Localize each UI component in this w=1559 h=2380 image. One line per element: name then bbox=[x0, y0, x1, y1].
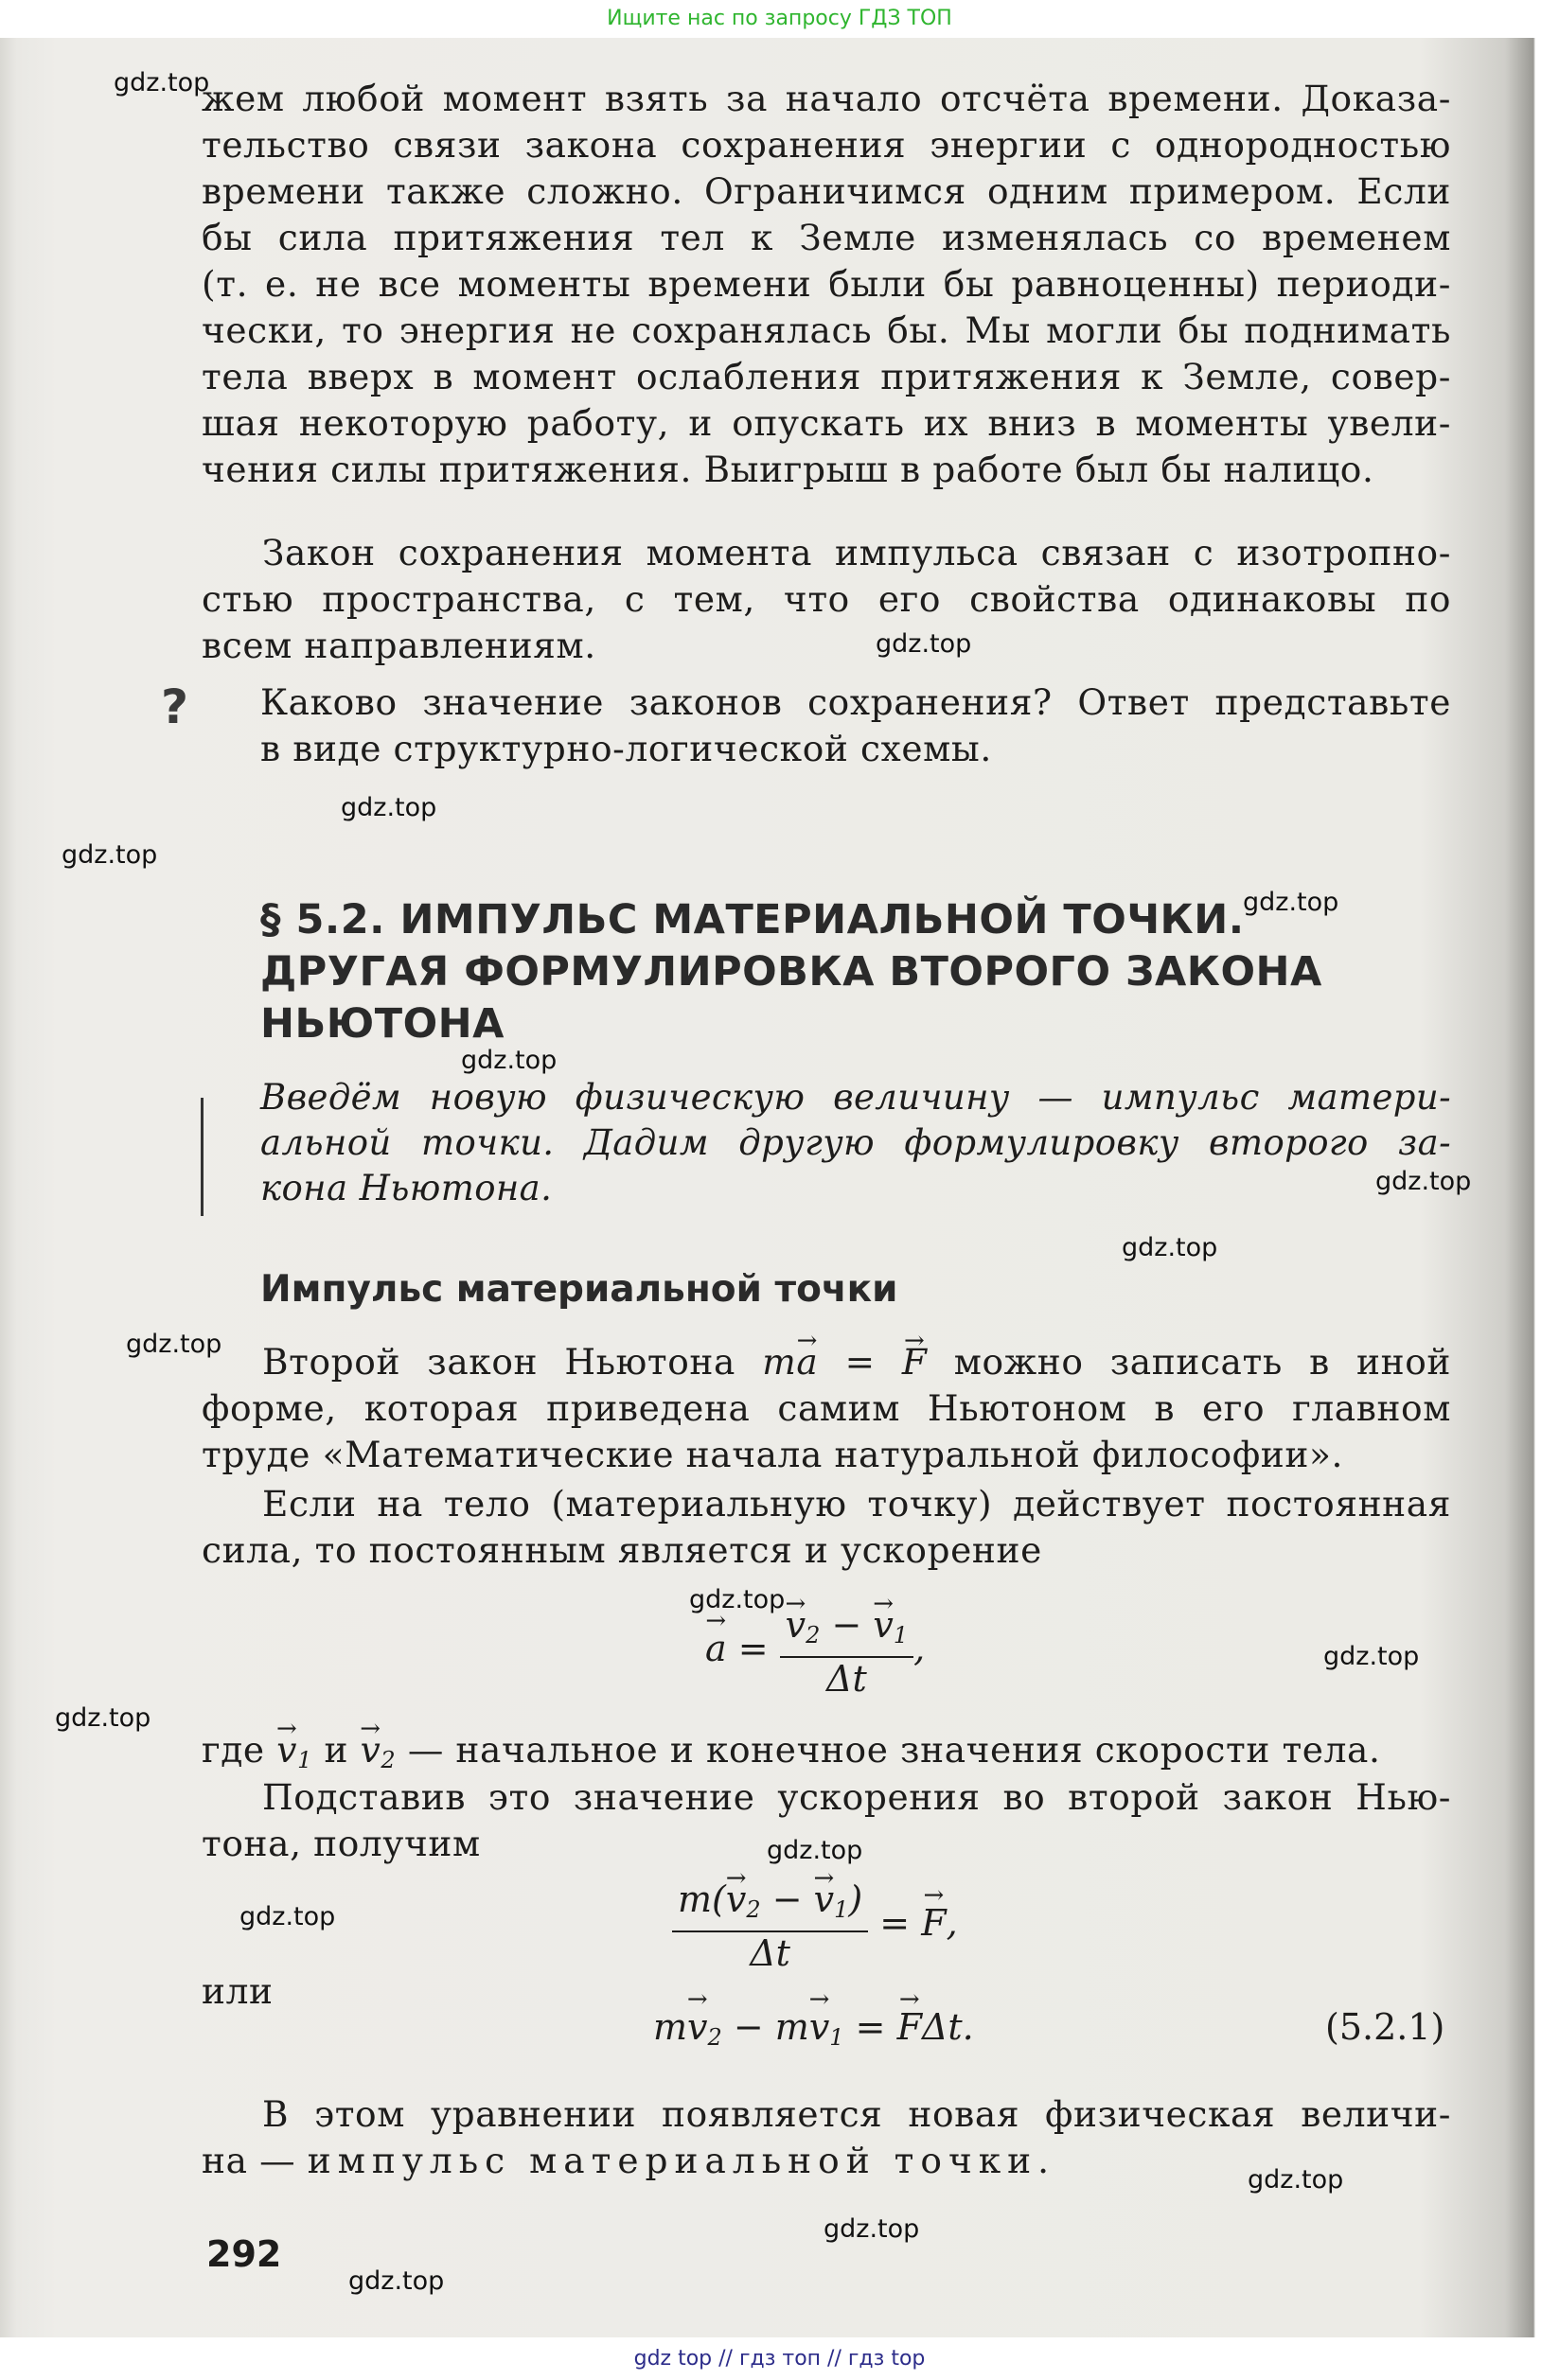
paragraph-second-law bbox=[202, 1339, 1451, 1478]
watermark: gdz.top bbox=[689, 1585, 786, 1614]
formula-force: $\frac{m(\to v_2 - \to v_1)}{\Delta t}$ = → F, bbox=[672, 1878, 958, 1974]
text-line: В этом уравнении появляется новая физическая величи- bbox=[262, 2093, 1451, 2135]
margin-bar bbox=[201, 1098, 204, 1216]
text-line: альной точки. Дадим другую формулировку второго за- bbox=[260, 1122, 1451, 1163]
text-line: (т. е. не все моменты времени были бы равноценны) периоди- bbox=[202, 263, 1451, 305]
text-line: где → $v_1$ $и \to v_2$ — начальное и конечное значения скорости тела. bbox=[202, 1727, 1451, 1784]
text-line: тона, получим bbox=[202, 1823, 481, 1864]
watermark: gdz.top bbox=[341, 793, 437, 822]
text-line: времени также сложно. Ограничимся одним примером. Если bbox=[202, 170, 1451, 212]
formula-ma-equals-f: m→ a = → F bbox=[762, 1341, 927, 1383]
text-fragment: Второй закон Ньютона bbox=[262, 1341, 735, 1383]
text-line: жем любой момент взять за начало отсчёта времени. Доказа- bbox=[202, 78, 1451, 119]
text-line: Подставив это значение ускорения во второй закон Нью- bbox=[262, 1776, 1451, 1818]
watermark: gdz.top bbox=[62, 840, 158, 870]
heading-line: НЬЮТОНА bbox=[260, 1000, 505, 1048]
watermark: gdz.top bbox=[239, 1902, 336, 1931]
section-intro bbox=[260, 1075, 1451, 1211]
watermark: gdz.top bbox=[824, 2214, 920, 2244]
text-line: кона Ньютона. bbox=[260, 1168, 553, 1208]
text-fragment: можно записать в иной bbox=[953, 1341, 1451, 1383]
equation-number: (5.2.1) bbox=[1325, 2006, 1445, 2048]
heading-line: ДРУГАЯ ФОРМУЛИРОВКА ВТОРОГО ЗАКОНА bbox=[260, 948, 1322, 996]
text-line: форме, которая приведена самим Ньютоном в его главном bbox=[202, 1387, 1451, 1429]
watermark: gdz.top bbox=[55, 1703, 151, 1733]
watermark: gdz.top bbox=[1323, 1642, 1420, 1671]
watermark: gdz.top bbox=[876, 629, 972, 659]
text-line: стью пространства, с тем, что его свойства одинаковы по bbox=[202, 578, 1451, 620]
watermark: gdz.top bbox=[461, 1046, 558, 1075]
text-line: или bbox=[202, 1970, 274, 2012]
paragraph-angular-momentum bbox=[202, 530, 1451, 669]
paragraph-energy-time bbox=[202, 76, 1451, 493]
watermark: gdz.top bbox=[348, 2266, 445, 2296]
text-line: всем направлениям. bbox=[202, 625, 596, 666]
formula-impulse: $m\to v_2 - m\to v_1$ = → FΔt. bbox=[653, 2006, 974, 2051]
question-text bbox=[260, 679, 1451, 772]
watermark: gdz.top bbox=[126, 1330, 222, 1359]
text-line: тельство связи закона сохранения энергии с однородностью bbox=[202, 124, 1451, 166]
page-number: 292 bbox=[206, 2233, 282, 2275]
text-line: тела вверх в момент ослабления притяжения к Земле, совер- bbox=[202, 356, 1451, 397]
text-line: шая некоторую работу, и опускать их вниз в моменты увели- bbox=[202, 402, 1451, 444]
bottom-banner[interactable]: gdz top // гдз топ // гдз top bbox=[0, 2337, 1559, 2380]
heading-line: § 5.2. ИМПУЛЬС МАТЕРИАЛЬНОЙ ТОЧКИ. bbox=[260, 896, 1245, 943]
top-banner[interactable]: Ищите нас по запросу ГДЗ ТОП bbox=[0, 0, 1559, 38]
text-line: чески, то энергия не сохранялась бы. Мы могли бы поднимать bbox=[202, 309, 1451, 351]
text-fragment: на — bbox=[202, 2140, 296, 2181]
subheading: Импульс материальной точки bbox=[260, 1268, 898, 1311]
watermark: gdz.top bbox=[1248, 2165, 1344, 2195]
paragraph-acceleration bbox=[202, 1481, 1451, 1574]
text-line: Закон сохранения момента импульса связан с изотропно- bbox=[262, 532, 1451, 573]
text-fragment: и bbox=[324, 1729, 349, 1771]
text-line: труде «Математические начала натуральной философии». bbox=[202, 1434, 1344, 1475]
watermark: gdz.top bbox=[767, 1836, 863, 1865]
watermark: gdz.top bbox=[1122, 1233, 1218, 1262]
text-fragment: где bbox=[202, 1729, 265, 1771]
text-line: в виде структурно-логической схемы. bbox=[260, 728, 992, 769]
text-line: Каково значение законов сохранения? Ответ представьте bbox=[260, 681, 1451, 723]
text-line: Введём новую физическую величину — импульс матери- bbox=[260, 1077, 1451, 1118]
text-line: бы сила притяжения тел к Земле изменялась со временем bbox=[202, 217, 1451, 258]
text-line: сила, то постоянным является и ускорение bbox=[202, 1529, 1042, 1571]
section-heading bbox=[260, 894, 1396, 1050]
watermark: gdz.top bbox=[1243, 888, 1339, 917]
formula-acceleration: → a = → $\frac{v_2 - \to v_1}{\Delta t}$ , bbox=[705, 1604, 925, 1700]
text-fragment: — начальное и конечное значения скорости тела. bbox=[407, 1729, 1381, 1771]
watermark: gdz.top bbox=[1375, 1167, 1472, 1196]
question-mark-icon: ? bbox=[161, 679, 189, 734]
text-line: чения силы притяжения. Выигрыш в работе был бы налицо. bbox=[202, 449, 1374, 490]
watermark: gdz.top bbox=[114, 68, 210, 97]
term-momentum: импульс материальной точки. bbox=[307, 2140, 1056, 2181]
text-line bbox=[202, 1339, 1451, 1385]
text-line: Если на тело (материальную точку) действует постоянная bbox=[262, 1483, 1451, 1525]
